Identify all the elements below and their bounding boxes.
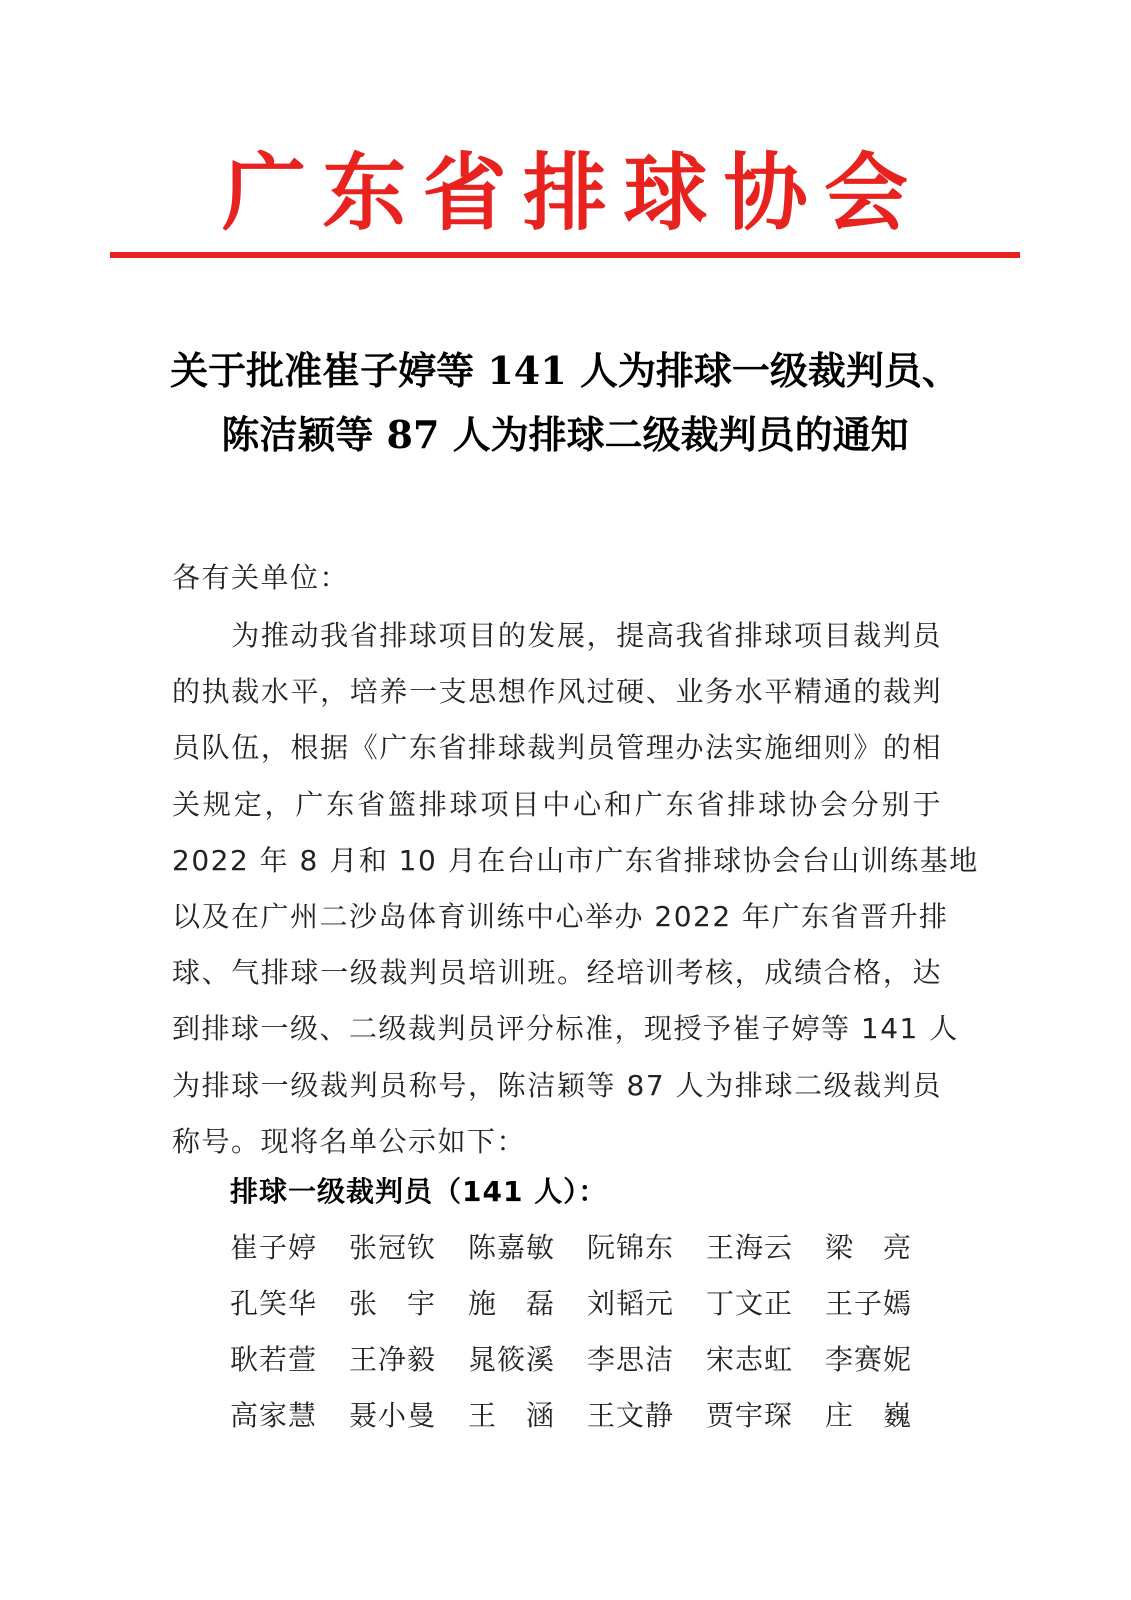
- name-cell: [349, 1226, 468, 1266]
- referee-name: 王净毅: [349, 1343, 435, 1376]
- name-cell: [706, 1394, 825, 1434]
- referee-name: 王子嫣: [825, 1287, 911, 1320]
- referee-name: 宋志虹: [706, 1343, 792, 1376]
- referee-name: 聂小曼: [349, 1399, 435, 1432]
- name-cell: [706, 1226, 825, 1266]
- referee-name: 庄巍: [825, 1399, 911, 1432]
- referee-name: 张冠钦: [349, 1231, 435, 1264]
- referee-name: 张宇: [349, 1287, 435, 1320]
- name-cell: [587, 1338, 706, 1378]
- name-cell: [349, 1282, 468, 1322]
- letterhead-char: 协: [723, 143, 808, 242]
- name-cell: [230, 1282, 349, 1322]
- name-cell: [587, 1282, 706, 1322]
- name-cell: [706, 1282, 825, 1322]
- name-cell: [825, 1282, 944, 1322]
- section-heading-level-1-referees: 排球一级裁判员（141 人）：: [230, 1175, 608, 1208]
- referee-name-list: [230, 1226, 930, 1450]
- name-cell: [468, 1338, 587, 1378]
- name-cell: [825, 1394, 944, 1434]
- referee-name: 贾宇琛: [706, 1399, 792, 1432]
- referee-name: 崔子婷: [230, 1231, 316, 1264]
- org-letterhead: [110, 138, 1020, 248]
- referee-name: 王海云: [706, 1231, 792, 1264]
- paragraph-line: 的执裁水平，培养一支思想作风过硬、业务水平精通的裁判: [172, 675, 942, 709]
- referee-name: 梁亮: [825, 1231, 911, 1264]
- name-cell: [825, 1338, 944, 1378]
- referee-name: 王涵: [468, 1399, 554, 1432]
- referee-name: 阮锦东: [587, 1231, 673, 1264]
- name-cell: [468, 1226, 587, 1266]
- name-row: [230, 1226, 930, 1282]
- paragraph-line: 到排球一级、二级裁判员评分标准，现授予崔子婷等 141 人: [172, 1012, 959, 1046]
- name-cell: [349, 1338, 468, 1378]
- name-cell: [230, 1338, 349, 1378]
- letterhead-red-rule: [110, 252, 1020, 258]
- referee-name: 孔笑华: [230, 1287, 316, 1320]
- letterhead-char: 广: [222, 143, 307, 242]
- name-row: [230, 1394, 930, 1450]
- referee-name: 王文静: [587, 1399, 673, 1432]
- name-cell: [587, 1394, 706, 1434]
- referee-name: 李思洁: [587, 1343, 673, 1376]
- referee-name: 施磊: [468, 1287, 554, 1320]
- name-row: [230, 1338, 930, 1394]
- referee-name: 耿若萱: [230, 1343, 316, 1376]
- letterhead-char: 省: [422, 143, 507, 242]
- document-title-line-2: 陈洁颖等 87 人为排球二级裁判员的通知: [221, 412, 909, 457]
- paragraph-line: 为排球一级裁判员称号，陈洁颖等 87 人为排球二级裁判员: [172, 1068, 942, 1102]
- referee-name: 晁筱溪: [468, 1343, 554, 1376]
- salutation: 各有关单位：: [172, 561, 350, 594]
- referee-name: 陈嘉敏: [468, 1231, 554, 1264]
- name-cell: [587, 1226, 706, 1266]
- referee-name: 李赛妮: [825, 1343, 911, 1376]
- paragraph-line: 称号。现将名单公示如下：: [172, 1124, 527, 1158]
- letterhead-char: 东: [322, 143, 407, 242]
- name-cell: [230, 1394, 349, 1434]
- paragraph-line: 为推动我省排球项目的发展，提高我省排球项目裁判员: [172, 619, 942, 652]
- name-cell: [825, 1226, 944, 1266]
- name-cell: [468, 1394, 587, 1434]
- letterhead-char: 球: [623, 143, 708, 242]
- name-cell: [349, 1394, 468, 1434]
- paragraph-line: 以及在广州二沙岛体育训练中心举办 2022 年广东省晋升排: [172, 900, 949, 934]
- document-title-line-1: 关于批准崔子婷等 141 人为排球一级裁判员、: [170, 348, 960, 393]
- name-cell: [468, 1282, 587, 1322]
- referee-name: 刘韬元: [587, 1287, 673, 1320]
- name-row: [230, 1282, 930, 1338]
- letterhead-char: 会: [823, 143, 908, 242]
- paragraph-line: 球、气排球一级裁判员培训班。经培训考核，成绩合格，达: [172, 956, 942, 990]
- letterhead-char: 排: [522, 143, 607, 242]
- paragraph-line: 2022 年 8 月和 10 月在台山市广东省排球协会台山训练基地: [172, 843, 979, 877]
- body-paragraph: [172, 608, 979, 1170]
- paragraph-line: 员队伍，根据《广东省排球裁判员管理办法实施细则》的相: [172, 731, 942, 765]
- paragraph-line: 关规定，广东省篮排球项目中心和广东省排球协会分别于: [172, 787, 942, 821]
- name-cell: [230, 1226, 349, 1266]
- referee-name: 高家慧: [230, 1399, 316, 1432]
- name-cell: [706, 1338, 825, 1378]
- referee-name: 丁文正: [706, 1287, 792, 1320]
